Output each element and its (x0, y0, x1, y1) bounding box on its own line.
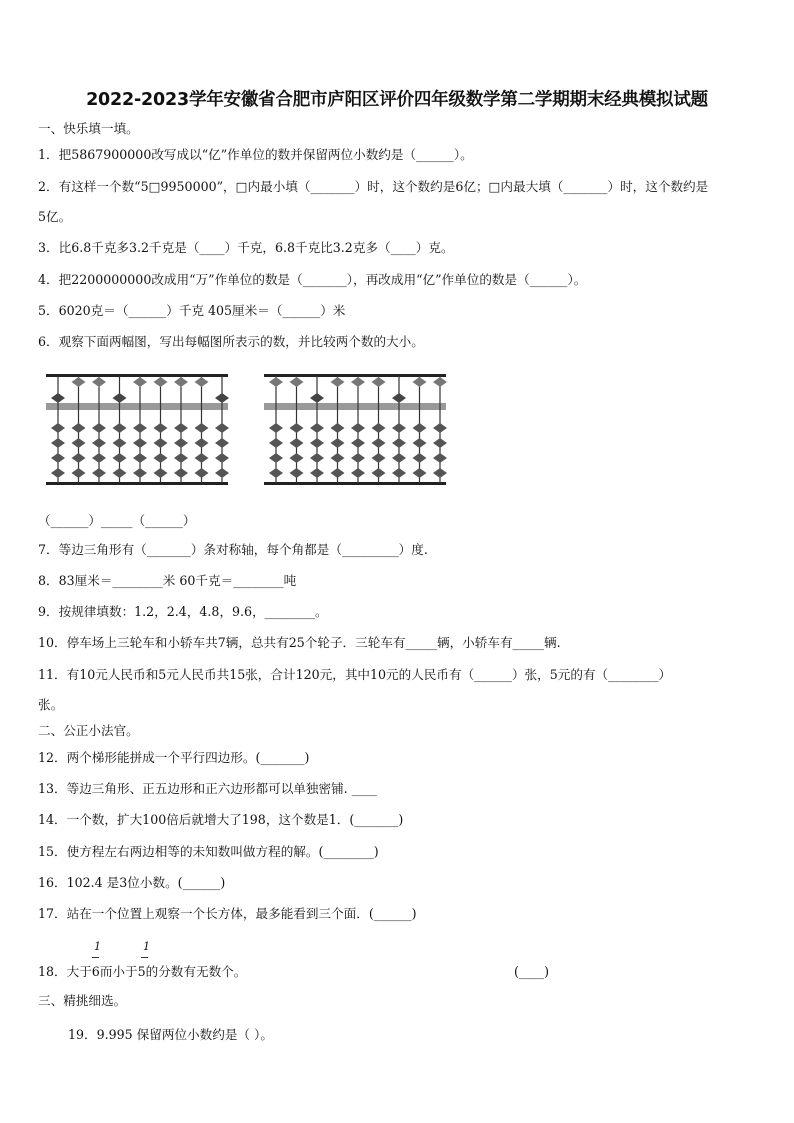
question-18-answer: (____) (514, 964, 550, 979)
question-2-line-2: 5亿。 (38, 209, 72, 224)
section-heading-2: 二、公正小法官。 (38, 723, 139, 738)
section-heading-1: 一、快乐填一填。 (38, 121, 139, 136)
q18-fraction-1-bar (92, 957, 99, 958)
question-11-line-1: 11．有10元人民币和5元人民币共15张，合计120元，其中10元的人民币有（______）张，5元的有（________） (38, 667, 672, 682)
question-14: 14．一个数，扩大100倍后就增大了198，这个数是1．(_______) (38, 812, 404, 827)
question-16: 16．102.4 是3位小数。(______) (38, 875, 226, 890)
question-4: 4．把2200000000改成用“万”作单位的数是（_______），再改成用“亿”作单位的数是（______）。 (38, 272, 587, 287)
question-5: 5．6020克＝（______）千克 405厘米＝（______）米 (38, 303, 346, 318)
question-1: 1．把5867900000改写成以“亿”作单位的数并保留两位小数约是（______）。 (38, 147, 473, 162)
question-7: 7．等边三角形有（_______）条对称轴，每个角都是（_________）度. (38, 542, 428, 557)
abacus-figure-right (262, 370, 448, 488)
question-13: 13．等边三角形、正五边形和正六边形都可以单独密铺. ____ (38, 781, 377, 796)
question-11-line-2: 张。 (38, 697, 64, 712)
q18-fraction-2-bar (141, 957, 148, 958)
question-6-answer-blanks: （______）_____（______） (38, 513, 196, 528)
question-9: 9．按规律填数：1.2，2.4，4.8，9.6，________。 (38, 604, 328, 619)
q18-fraction-2-numerator: 1 (143, 940, 150, 953)
question-18: 18．大于6而小于5的分数有无数个。 (38, 964, 247, 979)
question-8: 8．83厘米＝________米 60千克＝________吨 (38, 573, 297, 588)
question-6: 6．观察下面两幅图，写出每幅图所表示的数，并比较两个数的大小。 (38, 334, 424, 349)
q18-fraction-1-numerator: 1 (94, 940, 101, 953)
question-3: 3．比6.8千克多3.2千克是（____）千克，6.8千克比3.2克多（____）克。 (38, 240, 454, 255)
question-15: 15．使方程左右两边相等的未知数叫做方程的解。(________) (38, 844, 379, 859)
question-17: 17．站在一个位置上观察一个长方体，最多能看到三个面．(______) (38, 906, 417, 921)
section-heading-3: 三、精挑细选。 (38, 993, 127, 1008)
abacus-figure-left (44, 370, 230, 488)
question-10: 10．停车场上三轮车和小轿车共7辆，总共有25个轮子．三轮车有_____辆，小轿车有_____辆. (38, 635, 561, 650)
question-19: 19．9.995 保留两位小数约是（ ）。 (68, 1027, 273, 1042)
page-title: 2022-2023学年安徽省合肥市庐阳区评价四年级数学第二学期期末经典模拟试题 (86, 90, 708, 110)
question-2-line-1: 2．有这样一个数“5□9950000”，□内最小填（_______）时，这个数约是6亿；□内最大填（_______）时，这个数约是 (38, 179, 709, 194)
question-12: 12．两个梯形能拼成一个平行四边形。(_______) (38, 750, 310, 765)
